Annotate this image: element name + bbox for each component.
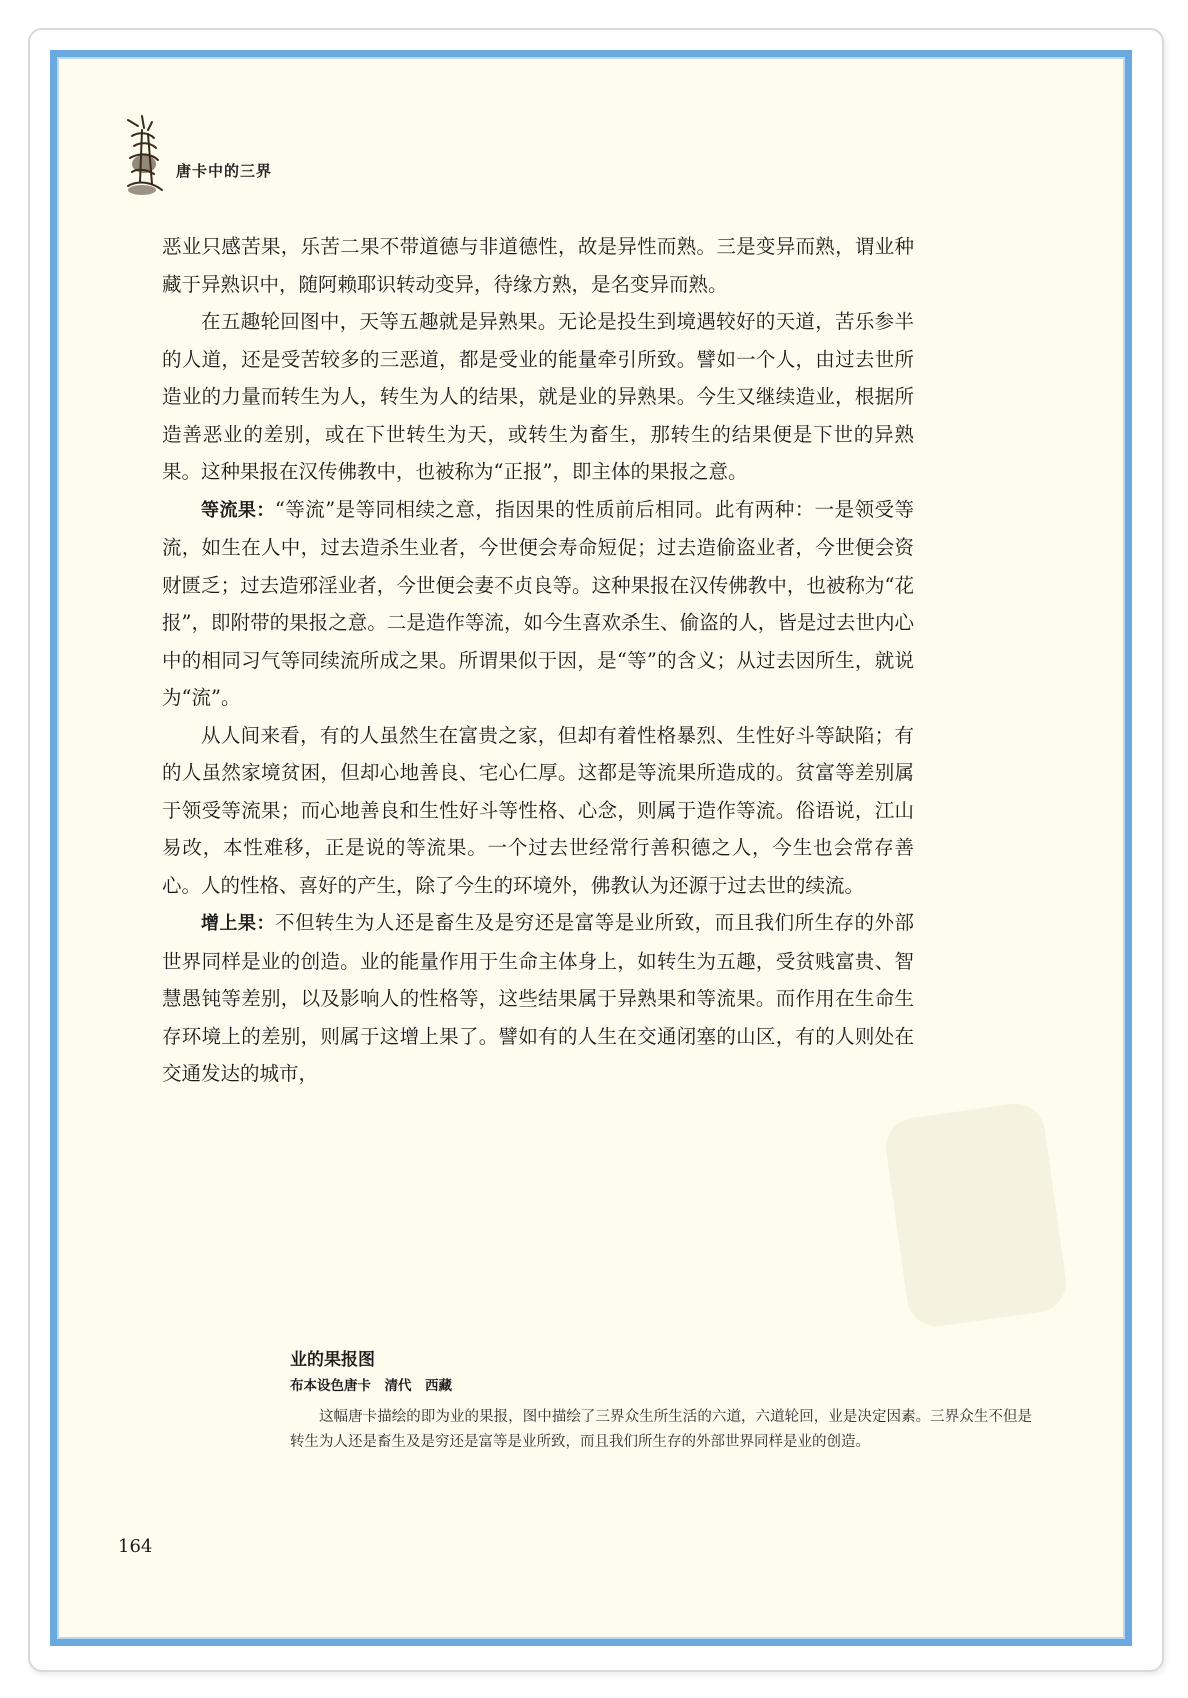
term-heading: 等流果：: [201, 499, 275, 521]
paragraph: [162, 717, 914, 905]
paragraph-text: 在五趣轮回图中，天等五趣就是异熟果。无论是投生到境遇较好的天道，苦乐参半的人道，还是受苦较多的三恶道，都是受业的能量牵引所致。譬如一个人，由过去世所造业的力量而转生为人，转生为人的结果，就是业的异熟果。今生又继续造业，根据所造善恶业的差别，或在下世转生为天，或转生为畜生，那转生的结果便是下世的异熟果。这种果报在汉传佛教中，也被称为“正报”，即主体的果报之意。: [162, 310, 914, 483]
header-title: 唐卡中的三界: [176, 162, 273, 180]
watermark-stamp: [882, 1100, 1070, 1330]
running-header: [118, 112, 518, 202]
thangka-figure-icon: [118, 112, 172, 198]
paragraph: [162, 303, 914, 491]
paragraph: [162, 491, 914, 717]
paragraph: [162, 904, 914, 1093]
body-text: [162, 228, 914, 1093]
paragraph-text: 从人间来看，有的人虽然生在富贵之家，但却有着性格暴烈、生性好斗等缺陷；有的人虽然家境贫困，但却心地善良、宅心仁厚。这都是等流果所造成的。贫富等差别属于领受等流果；而心地善良和生性好斗等性格、心念，则属于造作等流。俗语说，江山易改，本性难移，正是说的等流果。一个过去世经常行善积德之人，今生也会常存善心。人的性格、喜好的产生，除了今生的环境外，佛教认为还源于过去世的续流。: [162, 723, 914, 897]
figure-caption: [290, 1347, 1032, 1455]
paragraph-text: 恶业只感苦果，乐苦二果不带道德与非道德性，故是异性而熟。三是变异而熟，谓业种藏于异熟识中，随阿赖耶识转动变异，待缘方熟，是名变异而熟。: [162, 235, 914, 296]
paragraph-text: 不但转生为人还是畜生及是穷还是富等是业所致，而且我们所生存的外部世界同样是业的创造。业的能量作用于生命主体身上，如转生为五趣，受贫贱富贵、智慧愚钝等差别，以及影响人的性格等，这些结果属于异熟果和等流果。而作用在生命生存环境上的差别，则属于这增上果了。譬如有的人生在交通闭塞的山区，有的人则处在交通发达的城市，: [162, 911, 914, 1085]
term-heading: 增上果：: [201, 913, 275, 934]
paragraph-text: “等流”是等同相续之意，指因果的性质前后相同。此有两种：一是领受等流，如生在人中，过去造杀生业者，今世便会寿命短促；过去造偷盗业者，今世便会资财匮乏；过去造邪淫业者，今世便会妻不贞良等。这种果报在汉传佛教中，也被称为“花报”，即附带的果报之意。二是造作等流，如今生喜欢杀生、偷盗的人，皆是过去世内心中的相同习气等同续流所成之果。所谓果似于因，是“等”的含义；从过去因所生，就说为“流”。: [162, 497, 914, 709]
caption-title: 业的果报图: [290, 1350, 375, 1370]
paragraph: [162, 228, 914, 303]
caption-meta: 布本设色唐卡 清代 西藏: [290, 1378, 452, 1394]
page-number: 164: [118, 1536, 153, 1557]
caption-description: 这幅唐卡描绘的即为业的果报，图中描绘了三界众生所生活的六道，六道轮回，业是决定因素。三界众生不但是转生为人还是畜生及是穷还是富等是业所致，而且我们所生存的外部世界同样是业的创造。: [290, 1409, 1032, 1450]
